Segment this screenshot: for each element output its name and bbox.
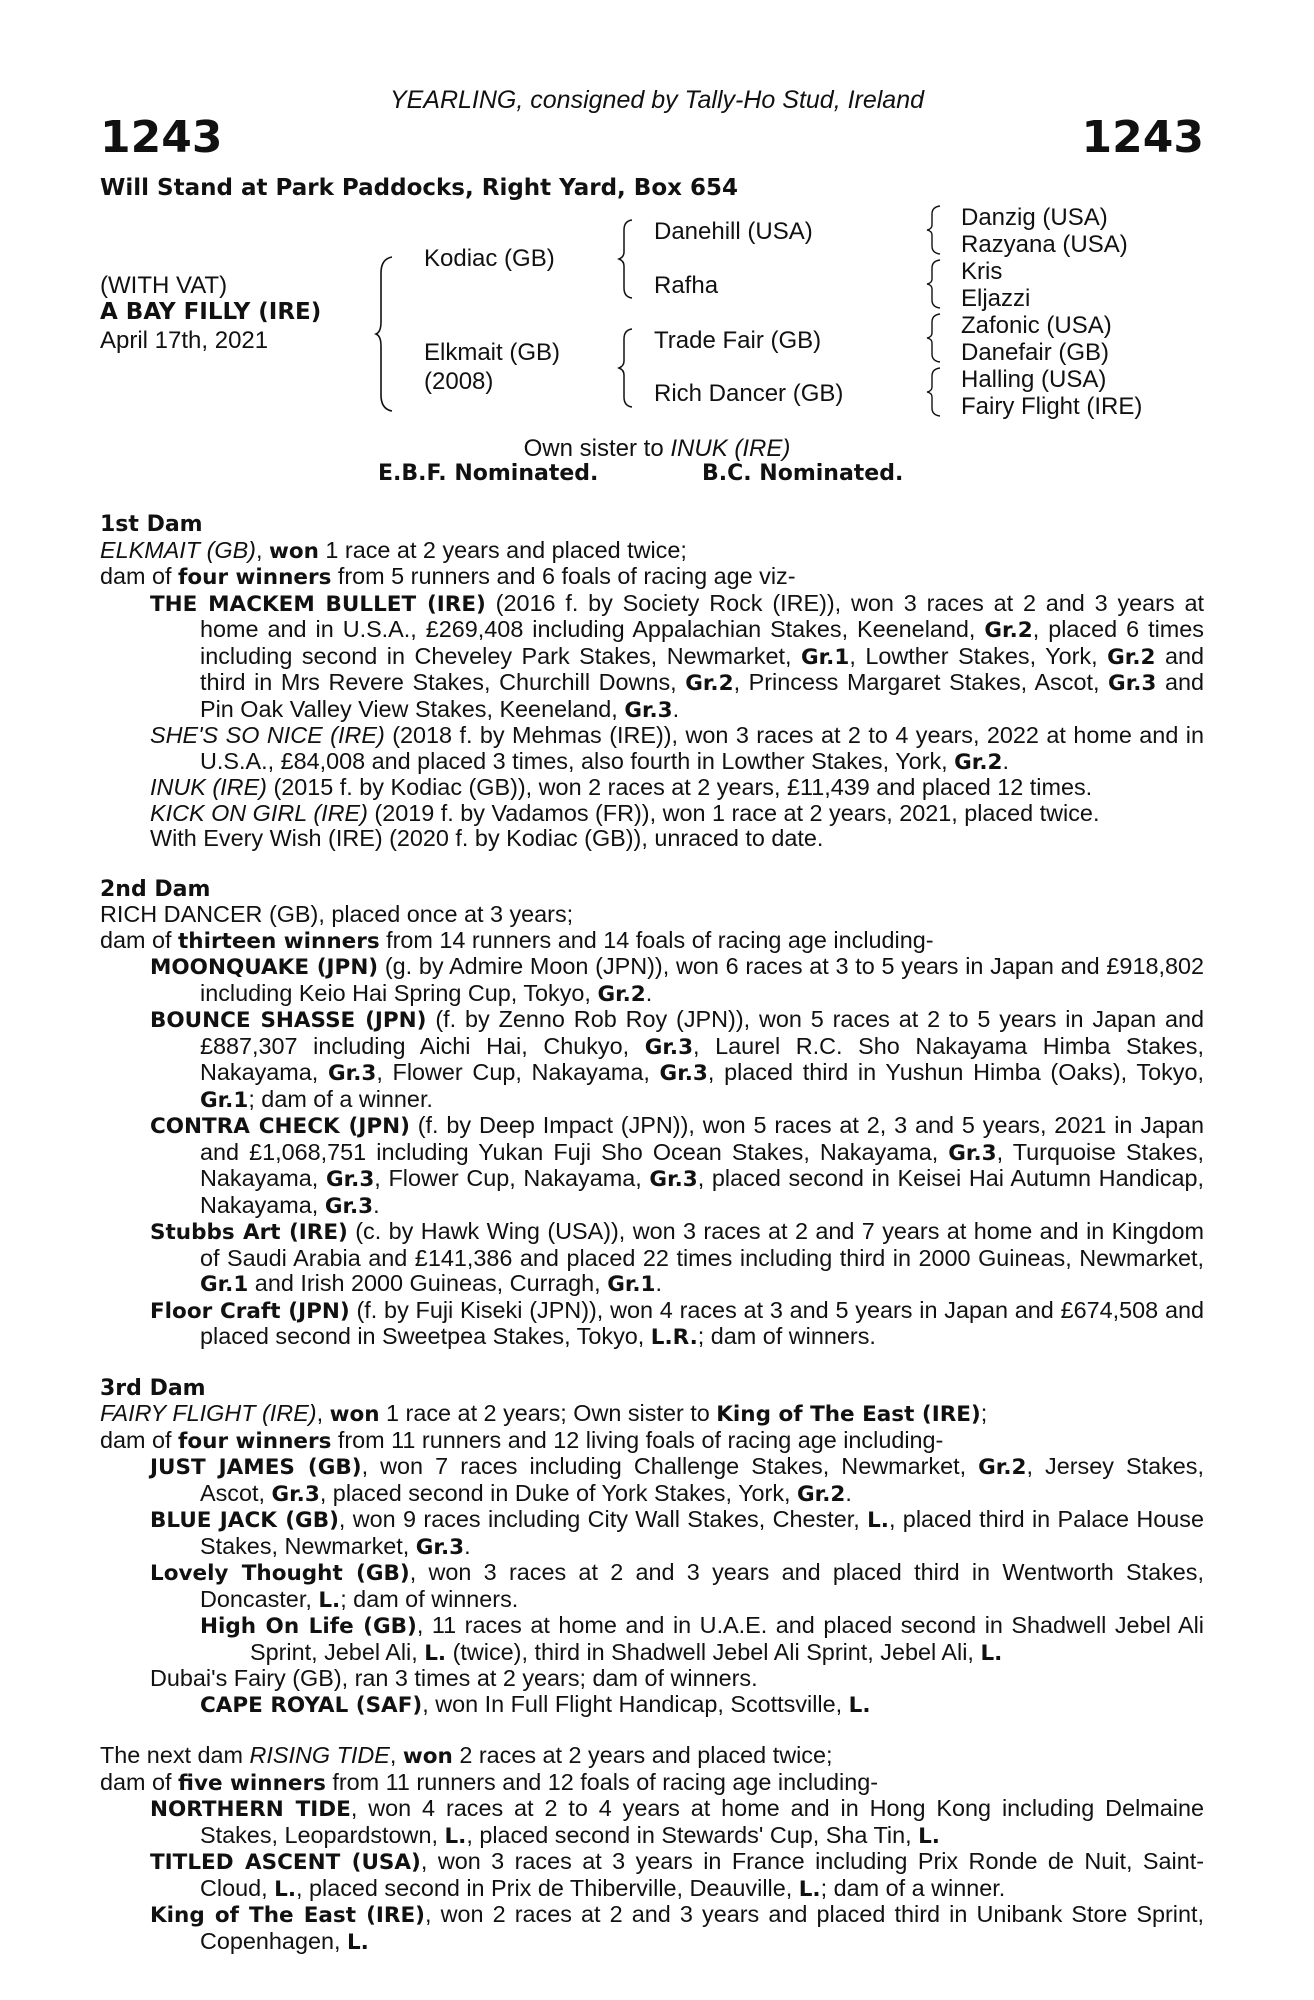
stand-location: Will Stand at Park Paddocks, Right Yard, Box 654	[100, 175, 738, 201]
progeny-entry: Dubai's Fairy (GB), ran 3 times at 2 years; dam of winners.	[150, 1665, 758, 1691]
lot-number-right: 1243	[1081, 112, 1204, 163]
dam-produce-line: dam of four winners from 5 runners and 6 foals of racing age viz-	[100, 563, 796, 590]
section-heading: 1st Dam	[100, 512, 203, 537]
brace-main	[374, 255, 396, 413]
gg-kris: Kris	[961, 258, 1003, 285]
section-heading: 2nd Dam	[100, 876, 211, 902]
dam-year: (2008)	[424, 368, 494, 395]
grand-progeny-entry: CAPE ROYAL (SAF), won In Full Flight Handicap, Scottsville, L.	[200, 1690, 871, 1718]
grand-progeny-entry: High On Life (GB), 11 races at home and in U.A.E. and placed second in Shadwell Jebel Ali Sprint, Jebel Ali, L. (twice), third in Shadwell Jebel Ali Sprint, Jebel Ali, L.	[200, 1612, 1204, 1666]
vat-label: (WITH VAT)	[100, 272, 228, 299]
sire-name: Kodiac (GB)	[424, 245, 555, 272]
dam-name: Elkmait (GB)	[424, 339, 561, 366]
brace-g3	[925, 312, 943, 364]
dam-dam: Rich Dancer (GB)	[654, 380, 844, 407]
own-sister-note: Own sister to INUK (IRE)	[523, 435, 791, 462]
progeny-entry: With Every Wish (IRE) (2020 f. by Kodiac (GB)), unraced to date.	[150, 825, 824, 851]
progeny-entry: MOONQUAKE (JPN) (g. by Admire Moon (JPN)), won 6 races at 3 to 5 years in Japan and £918,802 including Keio Hai Spring Cup, Tokyo, Gr.2.	[150, 953, 1204, 1007]
brace-g1	[925, 204, 943, 256]
progeny-entry: BOUNCE SHASSE (JPN) (f. by Zenno Rob Roy (JPN)), won 5 races at 2 to 5 years in Japan and £887,307 including Aichi Hai, Chukyo, Gr.3, Laurel R.C. Sho Nakayama Himba Stakes, Nakayama, Gr.3, Flower Cup, Nakayama, Gr.3, placed third in Yushun Himba (Oaks), Tokyo, Gr.1; dam of a winner.	[150, 1006, 1204, 1113]
brace-g4	[925, 366, 943, 418]
progeny-entry: BLUE JACK (GB), won 9 races including City Wall Stakes, Chester, L., placed third in Palace House Stakes, Newmarket, Gr.3.	[150, 1506, 1204, 1560]
progeny-entry: THE MACKEM BULLET (IRE) (2016 f. by Society Rock (IRE)), won 3 races at 2 and 3 years at home and in U.S.A., £269,408 including Appalachian Stakes, Keeneland, Gr.2, placed 6 times including second in Cheveley Park Stakes, Newmarket, Gr.1, Lowther Stakes, York, Gr.2 and third in Mrs Revere Stakes, Churchill Downs, Gr.2, Princess Margaret Stakes, Ascot, Gr.3 and Pin Oak Valley View Stakes, Keeneland, Gr.3.	[150, 589, 1204, 723]
progeny-entry: King of The East (IRE), won 2 races at 2 and 3 years and placed third in Unibank Store Sprint, Copenhagen, L.	[150, 1901, 1204, 1955]
gg-danzig: Danzig (USA)	[961, 204, 1108, 231]
consignment-line: YEARLING, consigned by Tally-Ho Stud, Ireland	[389, 86, 925, 114]
dam-produce-line: dam of thirteen winners from 14 runners and 14 foals of racing age including-	[100, 926, 934, 954]
section-heading: 3rd Dam	[100, 1375, 206, 1401]
progeny-entry: CONTRA CHECK (JPN) (f. by Deep Impact (JPN)), won 5 races at 2, 3 and 5 years, 2021 in Japan and £1,068,751 including Yukan Fuji Sho Ocean Stakes, Nakayama, Gr.3, Turquoise Stakes, Nakayama, Gr.3, Flower Cup, Nakayama, Gr.3, placed second in Keisei Hai Autumn Handicap, Nakayama, Gr.3.	[150, 1112, 1204, 1219]
progeny-entry: INUK (IRE) (2015 f. by Kodiac (GB)), won 2 races at 2 years, £11,439 and placed 12 times.	[150, 774, 1093, 800]
dam-sire: Trade Fair (GB)	[654, 327, 822, 354]
lot-name: A BAY FILLY (IRE)	[100, 299, 322, 325]
progeny-entry: Stubbs Art (IRE) (c. by Hawk Wing (USA)), won 3 races at 2 and 7 years at home and in Kingdom of Saudi Arabia and £141,386 and placed 22 times including third in 2000 Guineas, Newmarket, Gr.1 and Irish 2000 Guineas, Curragh, Gr.1.	[150, 1218, 1204, 1297]
dam-line: ELKMAIT (GB), won 1 race at 2 years and placed twice;	[100, 536, 687, 564]
dam-line: The next dam RISING TIDE, won 2 races at 2 years and placed twice;	[100, 1742, 833, 1769]
sire-sire: Danehill (USA)	[654, 218, 813, 245]
dam-produce-line: dam of five winners from 11 runners and 12 foals of racing age including-	[100, 1768, 879, 1796]
gg-zafonic: Zafonic (USA)	[961, 312, 1112, 339]
progeny-entry: JUST JAMES (GB), won 7 races including Challenge Stakes, Newmarket, Gr.2, Jersey Stakes, Ascot, Gr.3, placed second in Duke of York Stakes, York, Gr.2.	[150, 1453, 1204, 1507]
bc-nominated: B.C. Nominated.	[702, 461, 904, 486]
lot-number-left: 1243	[100, 112, 223, 163]
progeny-entry: TITLED ASCENT (USA), won 3 races at 3 years in France including Prix Ronde de Nuit, Saint-Cloud, L., placed second in Prix de Thiberville, Deauville, L.; dam of a winner.	[150, 1848, 1204, 1902]
progeny-entry: NORTHERN TIDE, won 4 races at 2 to 4 years at home and in Hong Kong including Delmaine Stakes, Leopardstown, L., placed second in Stewards' Cup, Sha Tin, L.	[150, 1795, 1204, 1849]
dam-line: FAIRY FLIGHT (IRE), won 1 race at 2 years; Own sister to King of The East (IRE);	[100, 1400, 988, 1427]
gg-fairy-flight: Fairy Flight (IRE)	[961, 393, 1143, 420]
brace-dam	[617, 327, 635, 409]
gg-danefair: Danefair (GB)	[961, 339, 1110, 366]
progeny-entry: Lovely Thought (GB), won 3 races at 2 and 3 years and placed third in Wentworth Stakes, Doncaster, L.; dam of winners.	[150, 1559, 1204, 1613]
dam-line: RICH DANCER (GB), placed once at 3 years;	[100, 901, 574, 927]
gg-eljazzi: Eljazzi	[961, 285, 1031, 312]
progeny-entry: Floor Craft (JPN) (f. by Fuji Kiseki (JPN)), won 4 races at 3 and 5 years in Japan and £674,508 and placed second in Sweetpea Stakes, Tokyo, L.R.; dam of winners.	[150, 1296, 1204, 1350]
gg-halling: Halling (USA)	[961, 366, 1107, 393]
ebf-nominated: E.B.F. Nominated.	[378, 461, 599, 486]
brace-sire	[617, 218, 635, 300]
dam-produce-line: dam of four winners from 11 runners and 12 living foals of racing age including-	[100, 1426, 944, 1454]
sire-dam: Rafha	[654, 272, 719, 299]
brace-g2	[925, 258, 943, 310]
foaling-date: April 17th, 2021	[100, 327, 269, 354]
progeny-entry: KICK ON GIRL (IRE) (2019 f. by Vadamos (FR)), won 1 race at 2 years, 2021, placed twice.	[150, 799, 1100, 826]
progeny-entry: SHE'S SO NICE (IRE) (2018 f. by Mehmas (IRE)), won 3 races at 2 to 4 years, 2022 at home and in U.S.A., £84,008 and placed 3 times, also fourth in Lowther Stakes, York, Gr.2.	[150, 722, 1204, 775]
section-first-dam	[100, 512, 1204, 1955]
gg-razyana: Razyana (USA)	[961, 231, 1128, 258]
